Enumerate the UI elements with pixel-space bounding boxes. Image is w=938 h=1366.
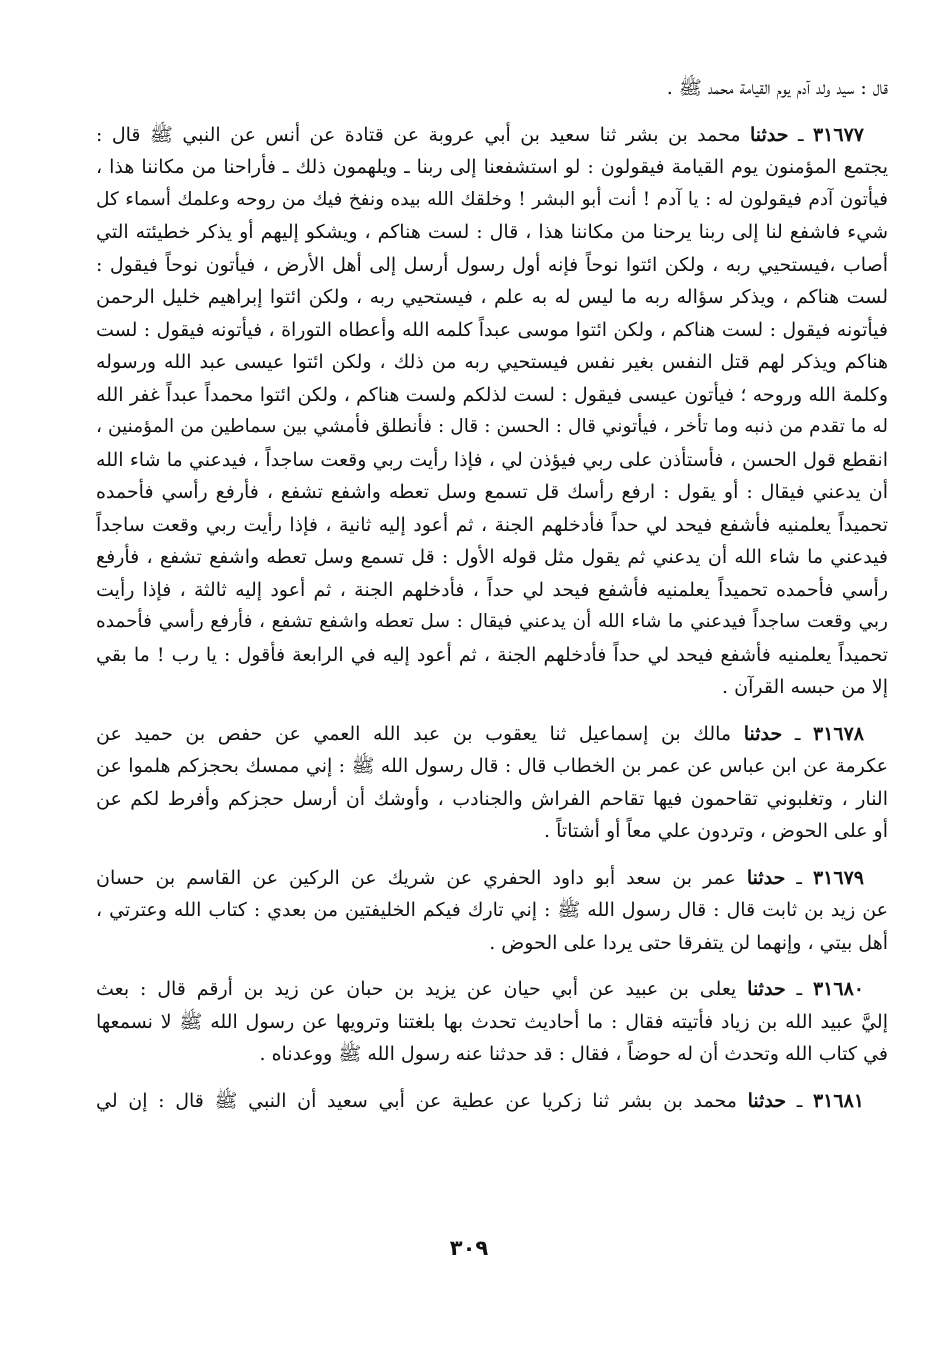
text-line: ربي وقعت ساجداً فيدعني ما شاء الله أن يدعني فيقال : سل تعطه واشفع تشفع ، فأرفع رأسي فأحمده: [96, 611, 888, 632]
text-line: أو على الحوض ، وتردون علي معاً أو أشتاتاً .: [544, 820, 888, 842]
hadith-first-line-text: محمد بن بشر ثنا سعيد بن أبي عروبة عن قتادة عن أنس عن النبي ﷺ قال :: [96, 123, 741, 146]
hadith-number: ٣١٦٨١: [812, 1089, 864, 1112]
text-line: أن يدعني فيقال : أو يقول : ارفع رأسك قل تسمع وسل تعطه واشفع تشفع ، فأرفع رأسي فأحمده: [96, 481, 888, 503]
text-line: رأسي فأحمده تحميداً يعلمنيه فأشفع فيحد لي حداً ، فأدخلهم الجنة ، ثم أعود إليه ثالثة ، فإذا رأيت: [96, 578, 888, 601]
hadith-first-line-text: مالك بن إسماعيل ثنا يعقوب بن عبد الله العمي عن حفص بن حميد عن: [96, 722, 732, 745]
text-line: عكرمة عن ابن عباس عن عمر بن الخطاب قال : قال رسول الله ﷺ : إني ممسك بحجزكم هلموا عن: [96, 755, 888, 777]
text-line: له ما تقدم من ذنبه وما تأخر ، فيأتوني قال : الحسن : قال : فأنطلق فأمشي بين سماطين من المؤمنين ،: [96, 416, 888, 437]
hadith-paragraph: [96, 1085, 888, 1118]
hadith-paragraph: [96, 973, 888, 1071]
text-block: [96, 72, 888, 1117]
isnad-lead: حدثنا: [750, 123, 789, 146]
text-line: تحميداً يعلمنيه فأشفع فيحد لي حداً فأدخلهم الجنة ، ثم أعود إليه في الرابعة فأقول : يا رب ! ما بقي: [96, 643, 888, 666]
isnad-lead: حدثنا: [743, 722, 783, 745]
text-line: فيأتونه فيقول : لست هناكم ، ولكن ائتوا موسى عبداً كلمه الله وأعطاه التوراة ، فيأتونه فيقول : لست: [96, 318, 888, 341]
paragraph-gap: [96, 704, 888, 718]
hadith-number: ٣١٦٧٩: [812, 866, 864, 889]
hadith-first-line: ٣١٦٧٧ ـ حدثنا محمد بن بشر ثنا سعيد بن أبي عروبة عن قتادة عن أنس عن النبي ﷺ قال :: [96, 123, 864, 146]
text-line: لست هناكم ، ويذكر سؤاله ربه ما ليس له به علم ، فيستحيي ربه ، ولكن ائتوا إبراهيم خليل الرحمن: [96, 286, 888, 308]
paragraph-gap: [96, 848, 888, 862]
isnad-lead: حدثنا: [747, 1089, 787, 1112]
text-line: إلا من حبسه القرآن .: [722, 676, 888, 698]
hadith-first-line: ٣١٦٨٠ ـ حدثنا يعلى بن عبيد عن أبي حيان عن يزيد بن حبان عن زيد بن أرقم قال : بعث: [96, 978, 864, 1000]
text-line: أصاب ،فيستحيي ربه ، ولكن ائتوا نوحاً فإنه أول رسول أرسل إلى أهل الأرض ، فيأتون نوحاً فيقول :: [96, 253, 888, 276]
page-number: ٣٠٩: [449, 1236, 489, 1260]
paragraph-gap: [96, 105, 888, 119]
hadith-first-line: ٣١٦٧٨ ـ حدثنا مالك بن إسماعيل ثنا يعقوب بن عبد الله العمي عن حفص بن حميد عن: [96, 722, 865, 745]
text-line: فيدعني ما شاء الله أن يدعني ثم يقول مثل قوله الأول : قل تسمع وسل تعطه واشفع تشفع ، فأرفع: [96, 546, 888, 568]
text-line: أهل بيتي ، وإنهما لن يتفرقا حتى يردا على الحوض .: [489, 931, 888, 954]
text-line: في كتاب الله وتحدث أن له حوضاً ، فقال : قد حدثنا عنه رسول الله ﷺ ووعدناه .: [259, 1043, 888, 1065]
hadith-paragraph: [96, 862, 888, 960]
text-line: شيء فاشفع لنا إلى ربنا يرحنا من مكاننا هذا ، قال : لست هناكم ، ويشكو إليهم أو يذكر خطيئته التي: [96, 221, 888, 243]
text-line: النار ، وتغلبوني تقاحمون فيها تقاحم الفراش والجنادب ، وأوشك أن أرسل حجزكم وأفرط لكم عن: [96, 787, 888, 810]
text-line: فيأتون آدم فيقولون له : يا آدم ! أنت أبو البشر ! وخلقك الله بيده ونفخ فيك من روحه وعلمك أسماء كل: [96, 188, 888, 210]
text-line: يجتمع المؤمنون يوم القيامة فيقولون : لو استشفعنا إلى ربنا ـ ويلهمون ذلك ـ فأراحنا من مكاننا هذا ،: [96, 156, 888, 178]
text-line: وكلمة الله وروحه ؛ فيأتون عيسى فيقول : لست لذلكم ولست هناكم ، ولكن ائتوا محمداً عبداً غفر الله: [96, 383, 888, 406]
paragraph-gap: [96, 1071, 888, 1085]
hadith-number: ٣١٦٧٧: [812, 123, 864, 146]
hadith-number: ٣١٦٧٨: [812, 722, 865, 745]
text-line: انقطع قول الحسن ، فأستأذن على ربي فيؤذن لي ، فإذا رأيت ربي وقعت ساجداً ، فيدعني ما شاء الله: [96, 448, 888, 471]
text-line: عن زيد بن ثابت قال : قال رسول الله ﷺ : إني تارك فيكم الخليفتين من بعدي : كتاب الله وعترتي ،: [96, 899, 888, 921]
hadith-first-line: ٣١٦٨١ ـ حدثنا محمد بن بشر ثنا زكريا عن عطية عن أبي سعيد أن النبي ﷺ قال : إن لي: [96, 1089, 864, 1112]
hadith-first-line-text: محمد بن بشر ثنا زكريا عن عطية عن أبي سعيد أن النبي ﷺ قال : إن لي: [96, 1089, 737, 1112]
hadith-first-line-text: يعلى بن عبيد عن أبي حيان عن يزيد بن حبان عن زيد بن أرقم قال : بعث: [96, 978, 737, 1000]
text-line: هناكم ويذكر لهم قتل النفس بغير نفس فيستحيي ربه من ذلك ، ولكن ائتوا عيسى عبد الله ورسوله: [96, 351, 888, 373]
hadith-paragraph: [96, 718, 888, 848]
text-line: قال : سيد ولد آدم يوم القيامة محمد ﷺ .: [666, 77, 888, 99]
hadith-paragraph: [96, 119, 888, 704]
hadith-first-line-text: عمر بن سعد أبو داود الحفري عن شريك عن الركين عن القاسم بن حسان: [96, 866, 736, 889]
hadith-number: ٣١٦٨٠: [812, 978, 864, 1000]
paragraph-gap: [96, 959, 888, 973]
isnad-lead: حدثنا: [746, 866, 786, 889]
text-line: إليَّ عبيد الله بن زياد فأتيته فقال : ما أحاديث تحدث بها بلغتنا وترويها عن رسول الله ﷺ لا نسمعها: [96, 1010, 888, 1033]
isnad-lead: حدثنا: [747, 978, 786, 1000]
text-line: تحميداً يعلمنيه فأشفع فيحد لي حداً فأدخلهم الجنة ، ثم أعود إليه ثانية ، فإذا رأيت ربي وقعت ساجداً: [96, 513, 888, 536]
text-paragraph: [96, 72, 888, 105]
hadith-first-line: ٣١٦٧٩ ـ حدثنا عمر بن سعد أبو داود الحفري عن شريك عن الركين عن القاسم بن حسان: [96, 866, 864, 889]
